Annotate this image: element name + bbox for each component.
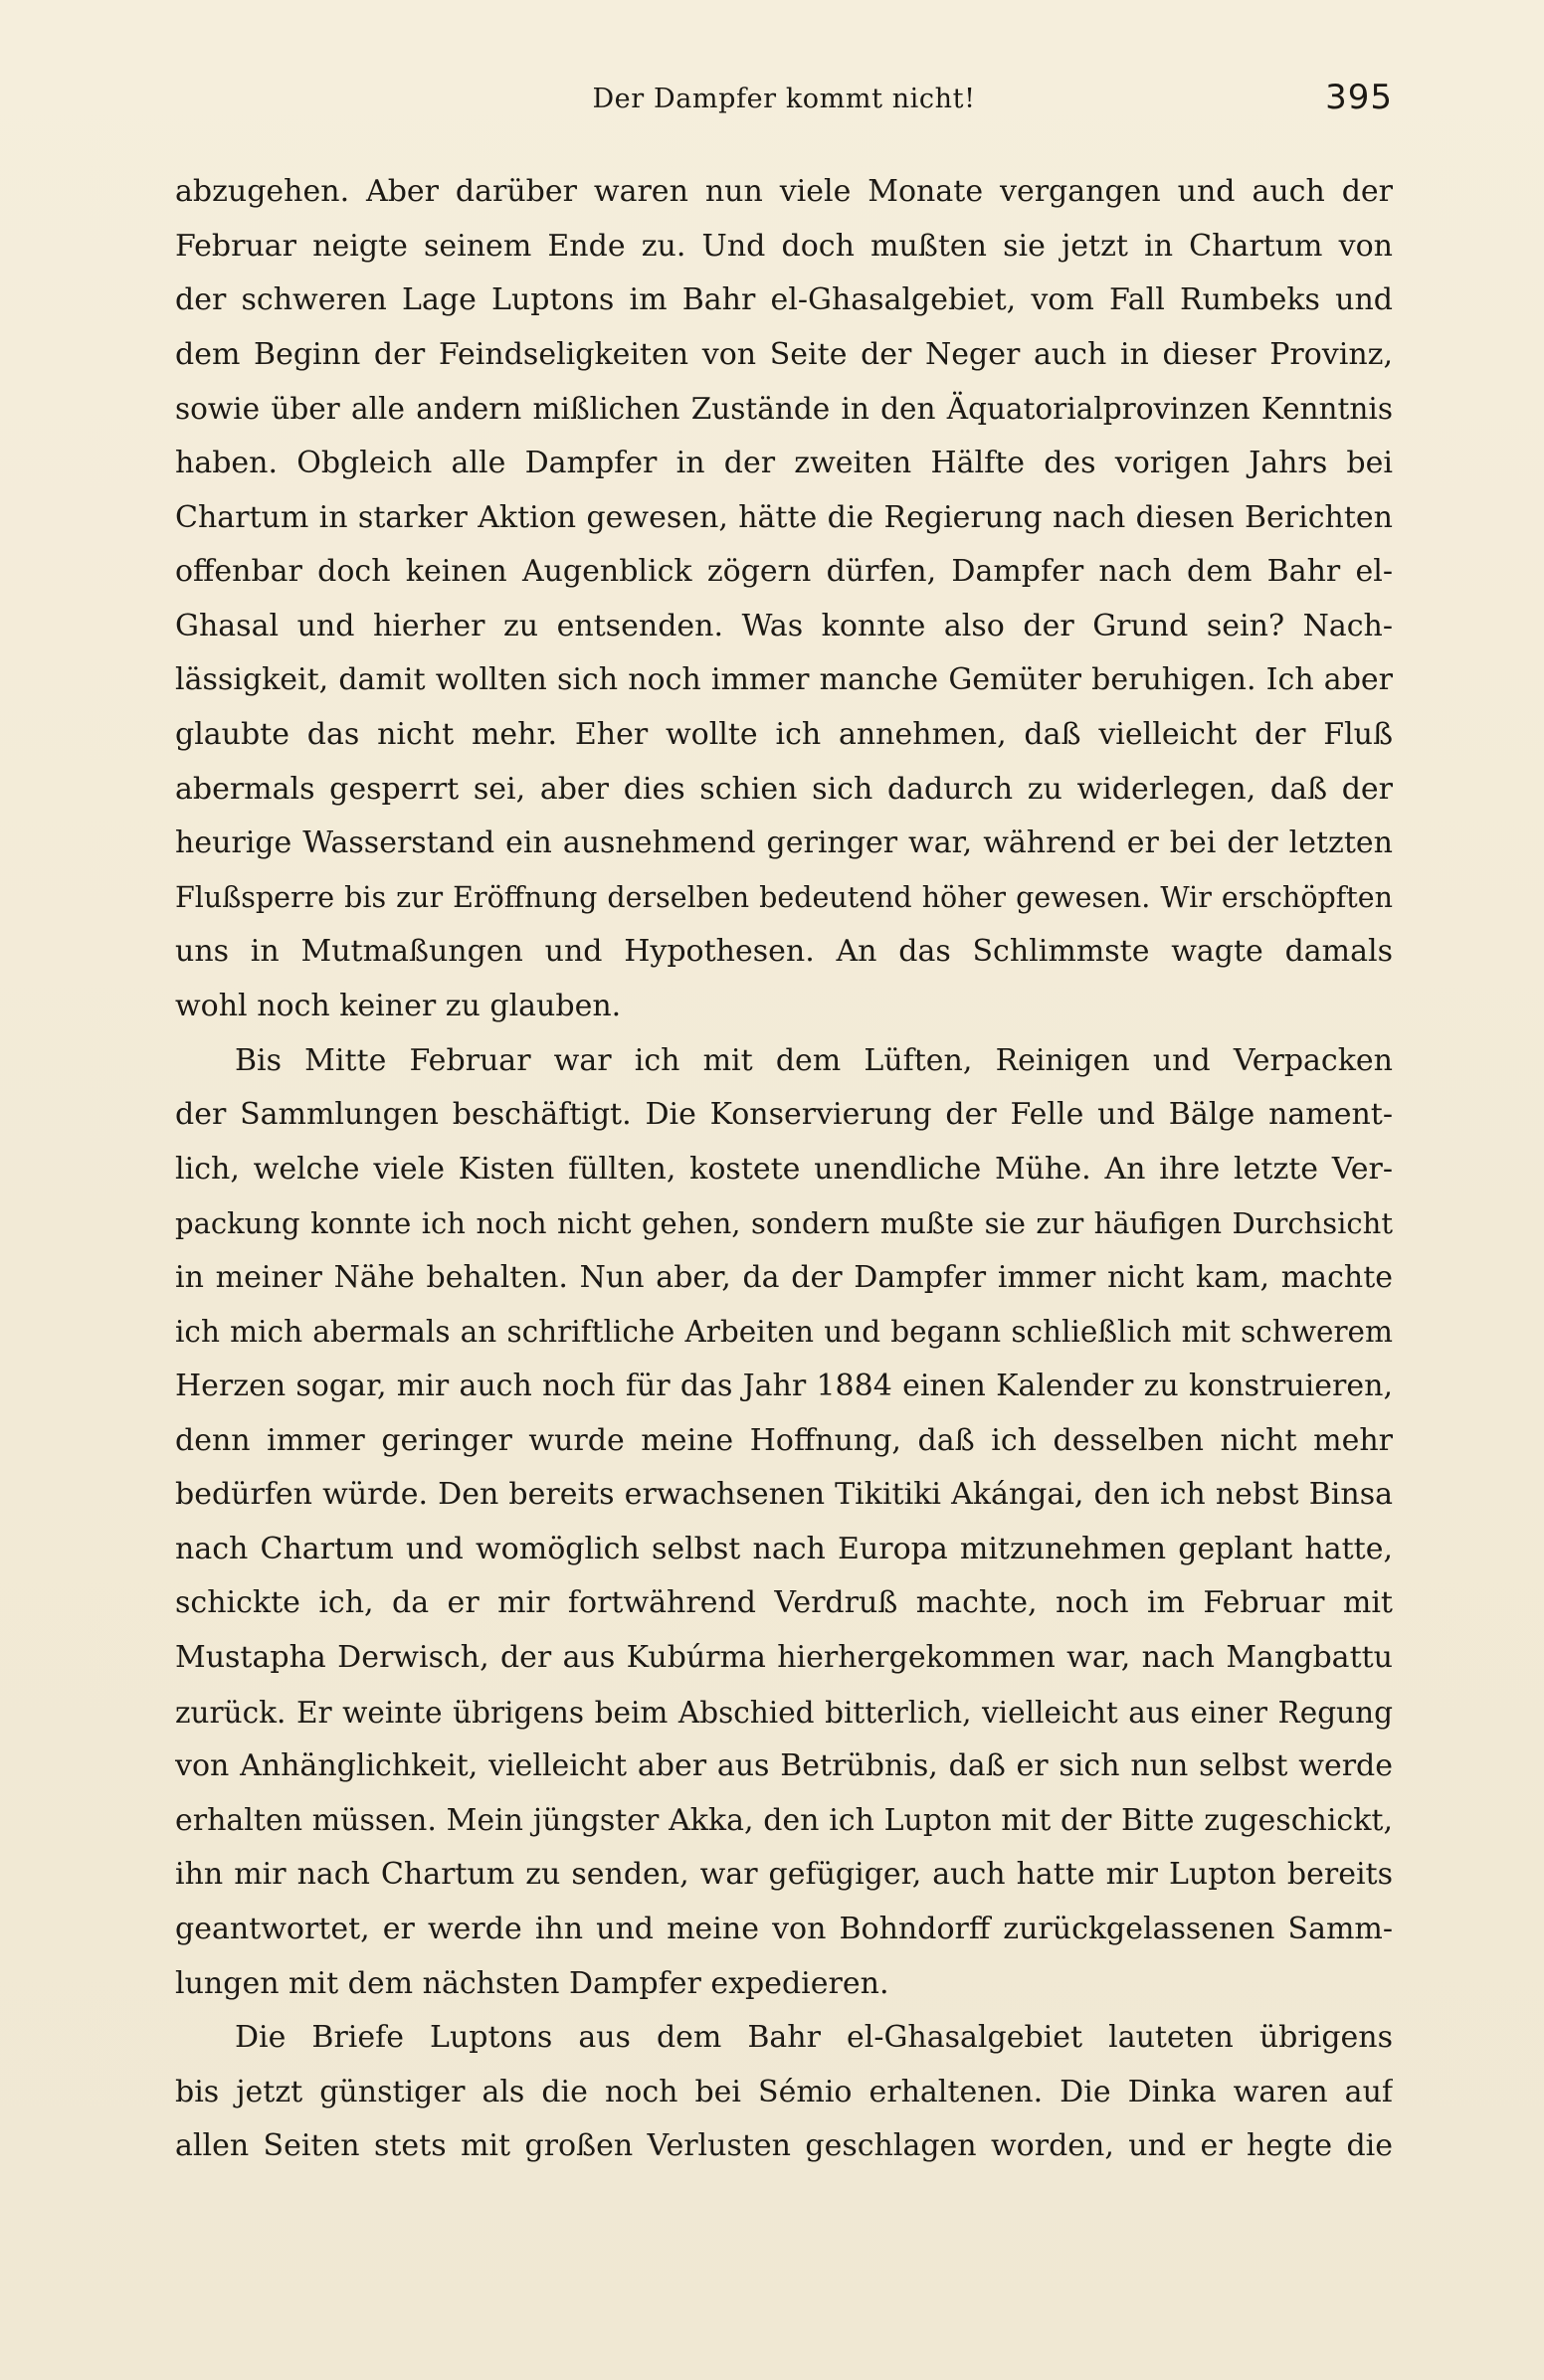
text-line: allen Seiten stets mit großen Verlusten geschlagen worden, und er hegte die [175, 2128, 1393, 2164]
text-line: nach Chartum und womöglich selbst nach Europa mitzunehmen geplant hatte, [175, 1531, 1393, 1566]
text-line: bedürfen würde. Den bereits erwachsenen Tikitiki Akángai, den ich nebst Binsa [175, 1477, 1393, 1513]
text-line: offenbar doch keinen Augenblick zögern dürfen, Dampfer nach dem Bahr el- [175, 554, 1393, 590]
text-line: erhalten müssen. Mein jüngster Akka, den ich Lupton mit der Bitte zugeschickt, [175, 1802, 1393, 1838]
text-line: wohl noch keiner zu glauben. [175, 988, 622, 1023]
text-line: Ghasal und hierher zu entsenden. Was konnte also der Grund sein? Nach- [175, 608, 1393, 643]
text-line: uns in Mutmaßungen und Hypothesen. An das Schlimmste wagte damals [175, 934, 1393, 970]
text-line: geantwortet, er werde ihn und meine von Bohndorff zurückgelassenen Samm- [175, 1912, 1393, 1946]
text-line: bis jetzt günstiger als die noch bei Sémio erhaltenen. Die Dinka waren auf [175, 2074, 1393, 2109]
text-line: abermals gesperrt sei, aber dies schien sich dadurch zu widerlegen, daß der [175, 771, 1393, 807]
text-line: Die Briefe Luptons aus dem Bahr el-Ghasalgebiet lauteten übrigens [235, 2020, 1393, 2056]
text-line: Februar neigte seinem Ende zu. Und doch mußten sie jetzt in Chartum von [175, 228, 1393, 264]
text-line: haben. Obgleich alle Dampfer in der zweiten Hälfte des vorigen Jahrs bei [175, 445, 1393, 480]
text-line: dem Beginn der Feindseligkeiten von Seite der Neger auch in dieser Provinz, [175, 336, 1393, 372]
text-line: der schweren Lage Luptons im Bahr el-Ghasalgebiet, vom Fall Rumbeks und [175, 282, 1393, 318]
text-line: ich mich abermals an schriftliche Arbeiten und begann schließlich mit schwerem [175, 1315, 1393, 1350]
text-line: lungen mit dem nächsten Dampfer expedieren. [175, 1965, 889, 2001]
text-line: packung konnte ich noch nicht gehen, sondern mußte sie zur häufigen Durchsicht [175, 1206, 1393, 1241]
text-line: Chartum in starker Aktion gewesen, hätte die Regierung nach diesen Berichten [175, 499, 1393, 535]
text-line: lässigkeit, damit wollten sich noch immer manche Gemüter beruhigen. Ich aber [175, 662, 1393, 698]
text-line: schickte ich, da er mir fortwährend Verdruß machte, noch im Februar mit [175, 1585, 1393, 1621]
text-line: glaubte das nicht mehr. Eher wollte ich annehmen, daß vielleicht der Fluß [175, 716, 1393, 752]
text-line: sowie über alle andern mißlichen Zustände in den Äquatorialprovinzen Kenntnis [175, 392, 1393, 427]
body-text [175, 165, 1393, 2174]
text-line: zurück. Er weinte übrigens beim Abschied bitterlich, vielleicht aus einer Regung [175, 1695, 1393, 1730]
text-line: Mustapha Derwisch, der aus Kubúrma hierhergekommen war, nach Mangbattu [175, 1640, 1393, 1676]
page-number: 395 [1325, 78, 1393, 117]
text-line: Flußsperre bis zur Eröffnung derselben bedeutend höher gewesen. Wir erschöpften [175, 880, 1393, 914]
text-line: denn immer geringer wurde meine Hoffnung, daß ich desselben nicht mehr [175, 1422, 1393, 1458]
text-line: Bis Mitte Februar war ich mit dem Lüften, Reinigen und Verpacken [235, 1042, 1393, 1078]
text-line: von Anhänglichkeit, vielleicht aber aus Betrübnis, daß er sich nun selbst werde [175, 1748, 1393, 1784]
text-line: der Sammlungen beschäftigt. Die Konservierung der Felle und Bälge nament- [175, 1097, 1393, 1133]
running-header [175, 74, 1393, 123]
text-line: in meiner Nähe behalten. Nun aber, da der Dampfer immer nicht kam, machte [175, 1259, 1393, 1295]
text-line: ihn mir nach Chartum zu senden, war gefügiger, auch hatte mir Lupton bereits [175, 1857, 1393, 1893]
text-line: abzugehen. Aber darüber waren nun viele Monate vergangen und auch der [175, 174, 1393, 209]
text-line: heurige Wasserstand ein ausnehmend geringer war, während er bei der letzten [175, 825, 1393, 861]
running-title: Der Dampfer kommt nicht! [592, 84, 976, 114]
text-line: lich, welche viele Kisten füllten, kostete unendliche Mühe. An ihre letzte Ver- [175, 1151, 1393, 1187]
text-line: Herzen sogar, mir auch noch für das Jahr 1884 einen Kalender zu konstruieren, [175, 1369, 1393, 1404]
